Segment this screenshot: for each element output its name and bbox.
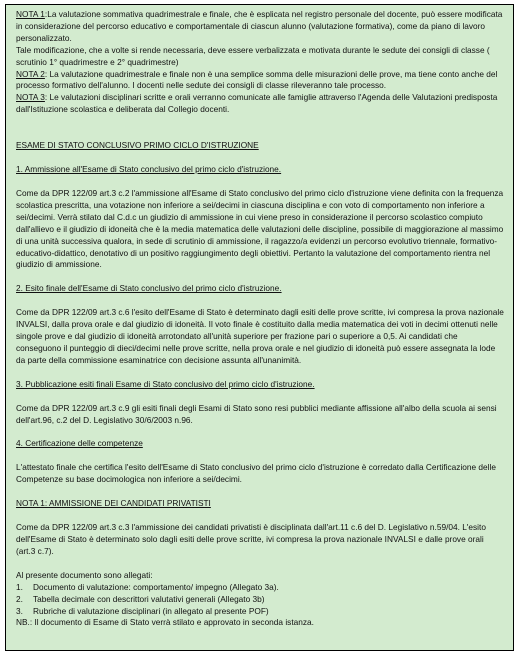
section-4-heading: 4. Certificazione delle competenze xyxy=(16,438,143,449)
section-4-body: L'attestato finale che certifica l'esito dell'Esame di Stato conclusivo del primo ciclo d'istruzione è corredato dalla Certificazione delle Competenze su base docimologica non inferiore a sei/decimi. xyxy=(16,462,496,485)
note-3-text: : Le valutazioni disciplinari scritte e orali verranno comunicate alle famiglie attraverso l'Agenda delle Valutazioni predisposta dall'Istituzione scolastica e deliberata dal Collegio docenti. xyxy=(16,92,498,115)
attachment-item xyxy=(16,582,505,594)
attachments-list xyxy=(16,582,505,618)
attachment-text: Tabella decimale con descrittori valutativi generali (Allegato 3b) xyxy=(33,593,265,604)
section-1-heading: 1. Ammissione all'Esame di Stato conclusivo del primo ciclo d'istruzione. xyxy=(16,164,282,175)
attachment-text: Rubriche di valutazione disciplinari (in allegato al presente POF) xyxy=(33,605,269,616)
note-1 xyxy=(16,9,505,45)
nb-note: NB.: Il documento di Esame di Stato verrà stilato e approvato in seconda istanza. xyxy=(16,617,314,628)
attachment-item xyxy=(16,594,505,606)
document-frame xyxy=(5,4,514,651)
note-2-text: : La valutazione quadrimestrale e finale non è una semplice somma delle misurazioni delle prove, ma tiene conto anche del processo formativo dell'alunno. I docenti nelle sedute dei consigli di classe rileveranno tale processo. xyxy=(16,68,498,91)
note-2-label: NOTA 2 xyxy=(16,68,45,79)
note-1-text: :La valutazione sommativa quadrimestrale e finale, che è esplicata nel registro personale del docente, può essere modificata in considerazione del percorso educativo e comportamentale di ciascun alunno (valutazione formativa), come da piano di lavoro personalizzato. xyxy=(16,9,503,43)
attachment-number: 3. xyxy=(16,605,23,616)
section-1-body: Come da DPR 122/09 art.3 c.2 l'ammissione all'Esame di Stato conclusivo del primo ciclo d'istruzione viene definita con la frequenza scolastica prescritta, una votazione non inferiore a sei/decimi in ciascuna disciplina e con voto di comportamento non inferiore a sei/decimi. Verrà stilato dal C.d.c un giudizio di ammissione in cui viene preso in considerazione il percorso scolastico compiuto dall'allievo e il giudizio di idoneità che è la media matematica delle valutazioni delle discipline, possibile di maggiorazione al massimo di una unità successiva qualora, in sede di scrutinio di ammissione, il ragazzo/a evidenzi un percorso evolutivo triennale, formativo-educativo-didattico, denotativo di un positivo raggiungimento degli obiettivi. Pertanto la valutazione del comportamento rientra nel giudizio di ammissione. xyxy=(16,187,504,270)
section-3-heading: 3. Pubblicazione esiti finali Esame di Stato conclusivo del primo ciclo d'istruzione. xyxy=(16,378,315,389)
section-2-body: Come da DPR 122/09 art.3 c.6 l'esito dell'Esame di Stato è determinato dagli esiti delle prove scritte, ivi compresa la prova nazionale INVALSI, dalla prova orale e dal giudizio di idoneità. Il voto finale è costituito dalla media matematica dei voti in decimi ottenuti nelle singole prove e dal giudizio di idoneità arrotondato all'unità superiore per frazione pari o superiore a 0,5. Ai candidati che conseguono il punteggio di dieci/decimi nelle prove scritte, nella prova orale e nel giudizio di idoneità può essere assegnata la lode da parte della commissione esaminatrice con decisione assunta all'unanimità. xyxy=(16,307,504,365)
attachment-item xyxy=(16,606,505,618)
attachments-intro: Al presente documento sono allegati: xyxy=(16,569,153,580)
note-3 xyxy=(16,92,505,116)
note-3-label: NOTA 3 xyxy=(16,92,45,103)
section-2-heading: 2. Esito finale dell'Esame di Stato conclusivo del primo ciclo d'istruzione. xyxy=(16,283,282,294)
attachment-text: Documento di valutazione: comportamento/ impegno (Allegato 3a). xyxy=(33,581,279,592)
attachment-number: 1. xyxy=(16,581,23,592)
private-candidates-body: Come da DPR 122/09 art.3 c.3 l'ammissione dei candidati privatisti è disciplinata dall'art.11 c.6 del D. Legislativo n.59/04. L'esito dell'Esame di Stato è determinato solo dagli esiti delle prove scritte, ivi compresa la prova nazionale INVALSI e dalle prove orali (art.3 c.7). xyxy=(16,522,486,556)
private-candidates-heading: NOTA 1: AMMISSIONE DEI CANDIDATI PRIVATISTI xyxy=(16,498,211,509)
section-3-body: Come da DPR 122/09 art.3 c.9 gli esiti finali degli Esami di Stato sono resi pubblici mediante affissione all'albo della scuola ai sensi dell'art.96, c.2 del D. Legislativo 30/6/2003 n.96. xyxy=(16,402,497,425)
note-1-label: NOTA 1 xyxy=(16,9,45,19)
exam-title: ESAME DI STATO CONCLUSIVO PRIMO CICLO D'ISTRUZIONE xyxy=(16,140,259,151)
note-1-continued: Tale modificazione, che a volte si rende necessaria, deve essere verbalizzata e motivata durante le sedute dei consigli di classe ( scrutinio 1° quadrimestre e 2° quadrimestre) xyxy=(16,44,490,67)
note-2 xyxy=(16,69,505,93)
attachment-number: 2. xyxy=(16,593,23,604)
